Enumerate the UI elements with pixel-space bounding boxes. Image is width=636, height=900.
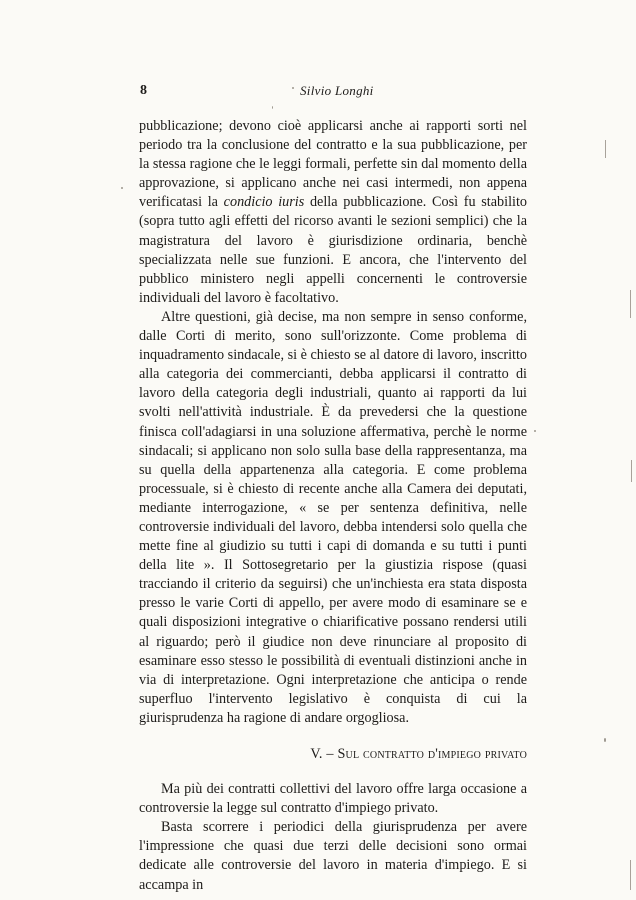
paragraph-2: Altre questioni, già decise, ma non sempre in senso conforme, dalle Corti di merito, sono sull'orizzonte. Come problema di inquadramento sindacale, si è chiesto se al datore di lavoro, inscritto alla categoria dei commercianti, debba applicarsi il contratto di lavoro della categoria degli industriali, quanto ai rapporti da lui svolti nell'attività industriale. È da prevedersi che la questione finisca coll'adagiarsi in una soluzione affermativa, perchè le norme sindacali; si applicano non solo sulla base della rappresentanza, ma su quella della appartenenza alla categoria. E come problema processuale, si è chiesto di recente anche alla Camera dei deputati, mediante interrogazione, « se per sentenza definitiva, nelle controversie individuali del lavoro, debba intendersi solo quella che mette fine al giudizio su tutti i capi di domanda e su tutti i punti della lite ». Il Sottosegretario per la giustizia rispose (quasi tracciando il criterio da seguirsi) che un'inchiesta era stata disposta presso le varie Corti di appello, per avere modo di esaminare se e quali disposizioni integrative o chiarificative possano rendersi utili al riguardo; però il giudice non deve rinunciare al proposito di esaminare esso stesso le possibilità di eventuali distinzioni anche in via di interpretazione. Ogni interpretazione che anticipa o rende superfluo l'intervento legislativo è conquista di cui la giurisprudenza ha ragione di andare orgogliosa. xyxy=(139,308,527,726)
scan-speck xyxy=(121,187,123,189)
body-text xyxy=(139,117,527,895)
running-head: Silvio Longhi xyxy=(300,83,374,98)
scan-speck xyxy=(272,106,273,109)
page-number: 8 xyxy=(140,83,147,98)
section-heading: V. – Sul contratto d'impiego privato xyxy=(310,746,527,762)
scan-speck xyxy=(604,738,606,742)
scan-edge-mark xyxy=(630,290,631,318)
paragraph-1-after: della pubblicazione. Così fu stabilito (sopra tutto agli effetti del ricorso avanti le sezioni semplici) che la magistratura del lavoro è giurisdizione ordinaria, benchè specializzata nelle sue funzioni. E ancora, che l'intervento del pubblico ministero negli appelli concernenti le controversie individuali del lavoro è facoltativo. xyxy=(139,194,528,306)
paragraph-4: Basta scorrere i periodici della giurisprudenza per avere l'impressione che quasi due terzi delle decisioni sono ormai dedicate alle controversie del lavoro in materia d'impiego. E si accampa in xyxy=(139,819,527,893)
page-header xyxy=(140,83,526,103)
paragraph-1 xyxy=(139,117,527,308)
paragraph-1-italic-term: condicio iuris xyxy=(223,194,305,211)
scan-edge-mark xyxy=(630,860,631,890)
paragraph-1-before: pubblicazione; devono cioè applicarsi anche ai rapporti sorti nel periodo tra la conclusione del contratto e la sua pubblicazione, per la stessa ragione che le leggi formali, perfette sin dal momento della approvazione, si applicano anche nei casi intermedi, non appena verificatasi la xyxy=(139,118,527,211)
scan-edge-mark xyxy=(605,140,606,158)
scan-speck xyxy=(292,87,294,89)
scan-edge-mark xyxy=(631,460,632,482)
paragraph-3: Ma più dei contratti collettivi del lavoro offre larga occasione a controversie la legge sul contratto d'impiego privato. xyxy=(139,781,527,817)
scan-speck xyxy=(534,430,536,432)
